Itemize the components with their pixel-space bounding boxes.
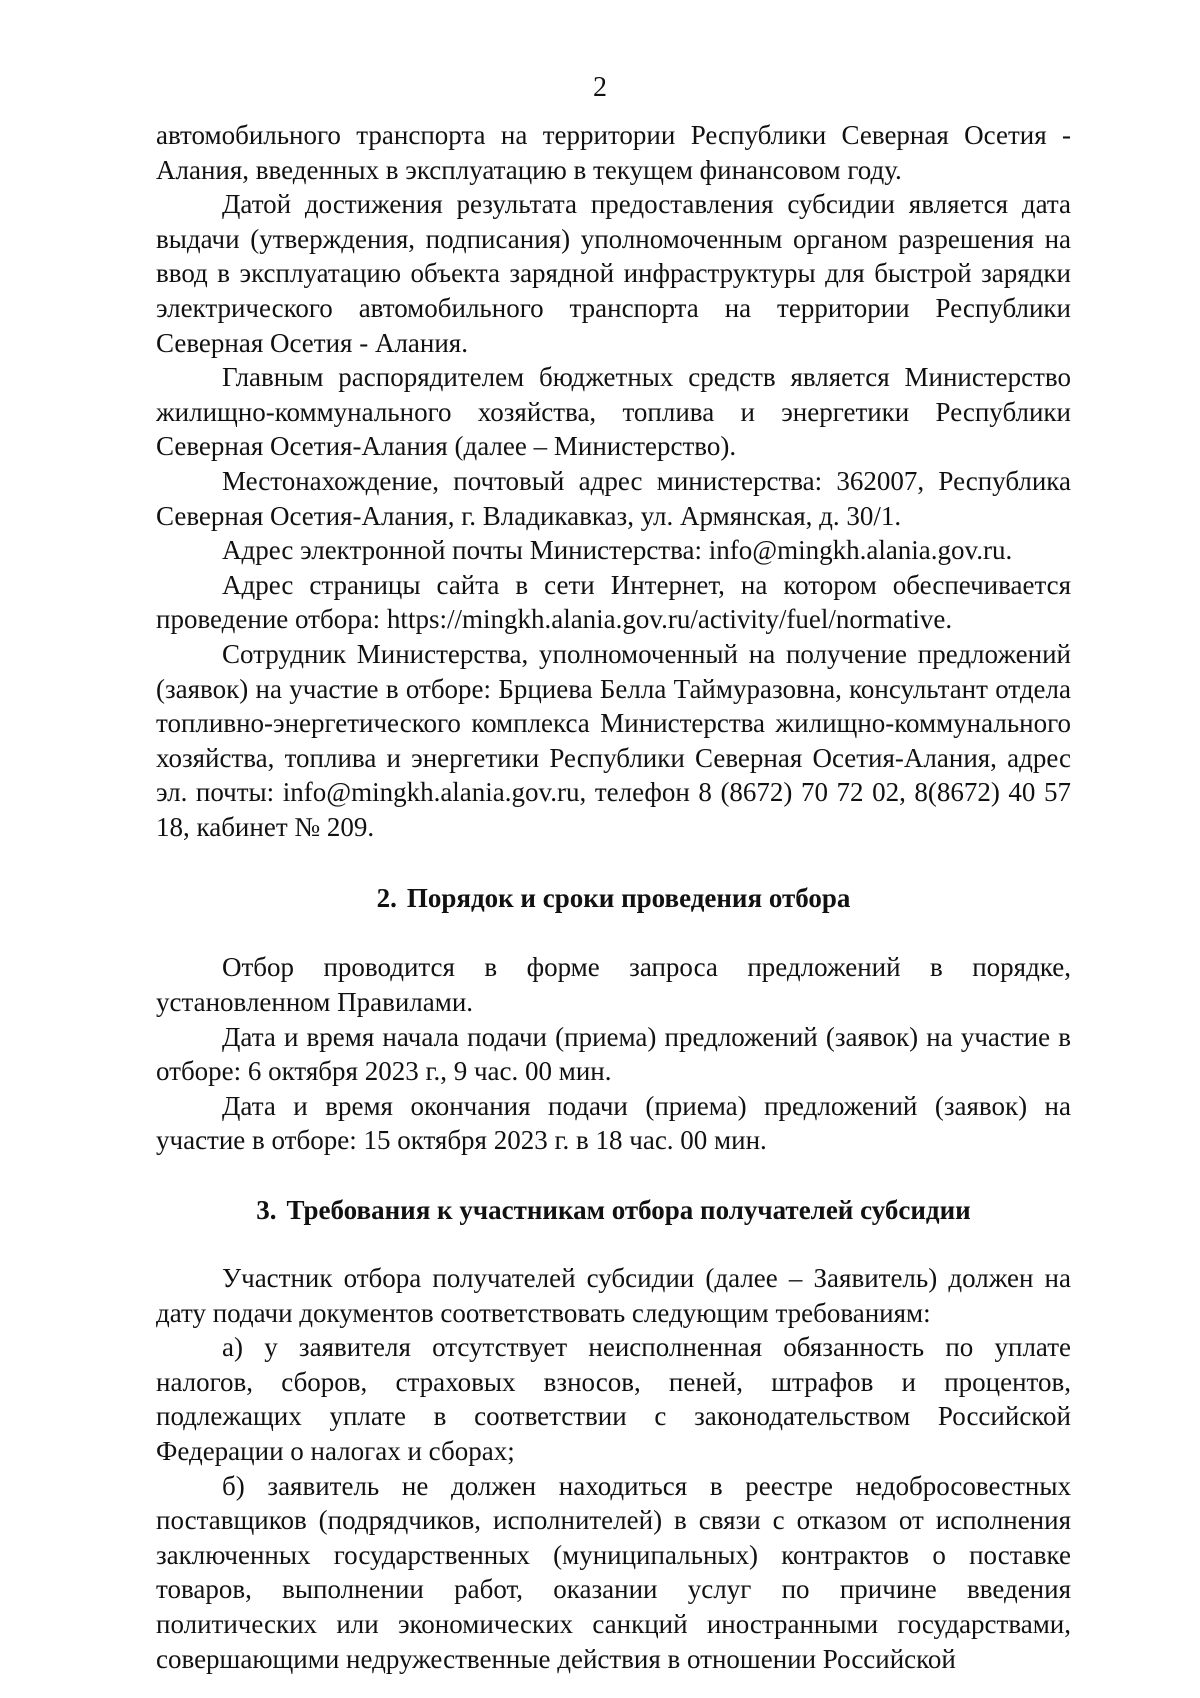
paragraph-continuation: автомобильного транспорта на территории Республики Северная Осетия - Алания, введенных в эксплуатацию в текущем финансовом году. <box>156 120 1071 185</box>
paragraph-budget-manager: Главным распорядителем бюджетных средств является Министерство жилищно-коммунального хозяйства, топлива и энергетики Республики Северная Осетия-Алания (далее – Министерство). <box>156 362 1071 462</box>
page-number: 2 <box>593 72 607 103</box>
section-3-paragraph: Участник отбора получателей субсидии (далее – Заявитель) должен на дату подачи документов соответствовать следующим требованиям: <box>156 1263 1071 1328</box>
section-3-item-b: б) заявитель не должен находиться в реестре недобросовестных поставщиков (подрядчиков, исполнителей) в связи с отказом от исполнения заключенных государственных (муниципальных) контрактов о поставке товаров, выполнении работ, оказании услуг по причине введения политических или экономических санкций иностранными государствами, совершающими недружественные действия в отношении Российской <box>156 1470 1071 1674</box>
section-2-paragraph: Дата и время начала подачи (приема) предложений (заявок) на участие в отборе: 6 октября 2023 г., 9 час. 00 мин. <box>156 1021 1071 1087</box>
section-2-number: 2. <box>376 883 397 914</box>
section-2-paragraph: Дата и время окончания подачи (приема) предложений (заявок) на участие в отборе: 15 октября 2023 г. в 18 час. 00 мин. <box>156 1090 1071 1156</box>
section-2-heading <box>156 881 1071 915</box>
paragraph-website: Адрес страницы сайта в сети Интернет, на котором обеспечивается проведение отбора: https://mingkh.alania.gov.ru/activity/fuel/normative. <box>156 569 1071 635</box>
section-3-title: Требования к участникам отбора получателей субсидии <box>286 1195 971 1226</box>
paragraph-contact-person: Сотрудник Министерства, уполномоченный на получение предложений (заявок) на участие в отборе: Брциева Белла Таймуразовна, консультант отдела топливно-энергетического комплекса Министерства жилищно-коммунального хозяйства, топлива и энергетики Республики Северная Осетия-Алания, адрес эл. почты: info@mingkh.alania.gov.ru, телефон 8 (8672) 70 72 02, 8(8672) 40 57 18, кабинет № 209. <box>156 638 1071 842</box>
section-3-item-a: а) у заявителя отсутствует неисполненная обязанность по уплате налогов, сборов, страховых взносов, пеней, штрафов и процентов, подлежащих уплате в соответствии с законодательством Российской Федерации о налогах и сборах; <box>156 1332 1071 1466</box>
section-2-paragraph: Отбор проводится в форме запроса предложений в порядке, установленном Правилами. <box>156 952 1071 1018</box>
paragraph-result-date: Датой достижения результата предоставления субсидии является дата выдачи (утверждения, подписания) уполномоченным органом разрешения на ввод в эксплуатацию объекта зарядной инфраструктуры для быстрой зарядки электрического автомобильного транспорта на территории Республики Северная Осетия - Алания. <box>156 189 1071 358</box>
section-3-number: 3. <box>256 1195 277 1226</box>
paragraph-location: Местонахождение, почтовый адрес министерства: 362007, Республика Северная Осетия-Алания, г. Владикавказ, ул. Армянская, д. 30/1. <box>156 465 1071 531</box>
document-body <box>156 118 1071 1676</box>
section-2-title: Порядок и сроки проведения отбора <box>406 883 851 914</box>
section-3-heading <box>156 1193 1071 1227</box>
paragraph-email: Адрес электронной почты Министерства: info@mingkh.alania.gov.ru. <box>222 535 1013 566</box>
